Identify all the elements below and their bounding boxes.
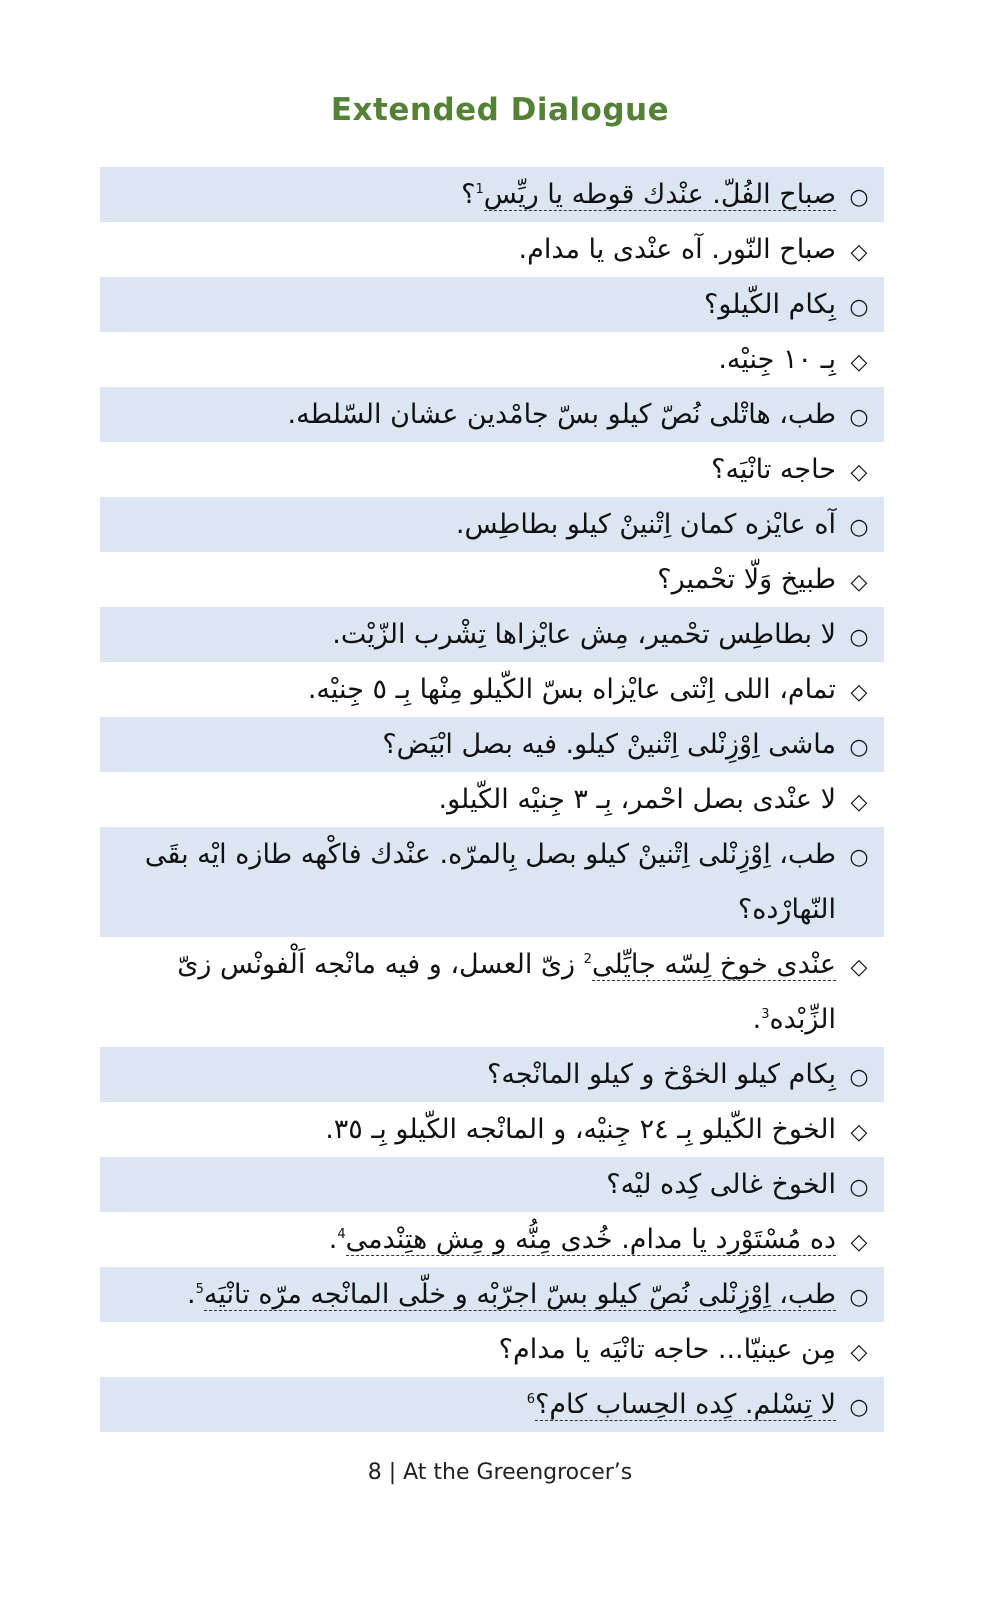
circle-bullet-icon: ○	[849, 515, 869, 540]
diamond-bullet-icon: ◇	[850, 955, 868, 980]
dialogue-line-customer	[100, 167, 884, 222]
dialogue-text: طب، هاتْلى نُصّ كيلو بسّ جامْدين عشان السّلطه.	[287, 399, 836, 430]
dialogue-line-customer	[100, 277, 884, 332]
dialogue-text: مِن عينيّا... حاجه تانْيَه يا مدام؟	[498, 1334, 836, 1365]
dialogue-text: صباح النّور. آه عنْدى يا مدام.	[518, 234, 836, 265]
dialogue-line-vendor	[100, 442, 884, 497]
diamond-bullet-icon: ◇	[850, 570, 868, 595]
circle-bullet-icon: ○	[849, 1065, 869, 1090]
dialogue-text: بِـ ١٠ جِنيْه.	[718, 344, 836, 375]
dialogue-text: آه عايْزه كمان اِتْنينْ كيلو بطاطِس.	[455, 509, 836, 540]
diamond-bullet-icon: ◇	[850, 1340, 868, 1365]
dialogue-text: لا عنْدى بصل احْمر، بِـ ٣ جِنيْه الكّيلو.	[438, 784, 836, 815]
diamond-bullet-icon: ◇	[850, 680, 868, 705]
footnote-marker[interactable]: 3	[761, 1007, 770, 1022]
diamond-bullet-icon: ◇	[850, 1230, 868, 1255]
dialogue-line-vendor	[100, 1102, 884, 1157]
dialogue-text: حاجه تانْيَه؟	[711, 454, 836, 485]
dialogue-text: لا تِسْلم. كِده الحِساب كام؟$^6$	[526, 1389, 836, 1420]
footnote-marker[interactable]: 4	[337, 1227, 346, 1242]
dialogue-line-customer	[100, 1267, 884, 1322]
dialogue-text: بِكام الكّيلو؟	[704, 289, 836, 320]
circle-bullet-icon: ○	[849, 1175, 869, 1200]
footnote-marker[interactable]: 2	[583, 952, 592, 967]
dialogue-list	[100, 167, 884, 1432]
circle-bullet-icon: ○	[849, 1285, 869, 1310]
dialogue-text: ده مُسْتَوْرد يا مدام. خُدى مِنُّه و مِش هتِنْدمى$^4$.	[328, 1224, 836, 1255]
diamond-bullet-icon: ◇	[850, 240, 868, 265]
dialogue-line-vendor	[100, 662, 884, 717]
dialogue-text: لا بطاطِس تحْمير، مِش عايْزاها تِشْرب الزّيْت.	[332, 619, 836, 650]
circle-bullet-icon: ○	[849, 625, 869, 650]
dialogue-text: الخوخ غالى كِده ليْه؟	[606, 1169, 836, 1200]
dialogue-text: عنْدى خوخ لِسّه جايِّلى$^2$ زىّ العسل، و فيه مانْجه اَلْفونْس زىّ الزِّبْده$^3$.	[177, 949, 836, 1035]
dialogue-line-customer	[100, 1377, 884, 1432]
footnote-marker[interactable]: 1	[475, 182, 484, 197]
dialogue-text: طب، اِوْزِنْلى اِتْنينْ كيلو بصل بِالمرّه. عنْدك فاكْهه طازه ايْه بقَى النّهارْده؟	[144, 839, 836, 925]
dialogue-line-customer	[100, 1157, 884, 1212]
dialogue-line-customer	[100, 827, 884, 937]
dialogue-line-vendor	[100, 222, 884, 277]
circle-bullet-icon: ○	[849, 185, 869, 210]
dialogue-text: طب، اِوْزِنْلى نُصّ كيلو بسّ اجرّبْه و خلّى المانْجه مرّه تانْيَه$^5$.	[187, 1279, 836, 1310]
dialogue-line-vendor	[100, 1212, 884, 1267]
dialogue-line-customer	[100, 1047, 884, 1102]
dialogue-line-vendor	[100, 332, 884, 387]
dialogue-text: الخوخ الكّيلو بِـ ٢٤ جِنيْه، و المانْجه الكّيلو بِـ ٣٥.	[325, 1114, 836, 1145]
dialogue-line-customer	[100, 717, 884, 772]
diamond-bullet-icon: ◇	[850, 1120, 868, 1145]
dialogue-line-vendor	[100, 772, 884, 827]
dialogue-text: طبيخ وَلّا تحْمير؟	[657, 564, 836, 595]
dialogue-line-customer	[100, 387, 884, 442]
dialogue-line-customer	[100, 607, 884, 662]
footnote-marker[interactable]: 5	[195, 1282, 204, 1297]
footnote-marker[interactable]: 6	[526, 1392, 535, 1407]
circle-bullet-icon: ○	[849, 1395, 869, 1420]
circle-bullet-icon: ○	[849, 735, 869, 760]
dialogue-line-vendor	[100, 1322, 884, 1377]
diamond-bullet-icon: ◇	[850, 460, 868, 485]
circle-bullet-icon: ○	[849, 845, 869, 870]
page-footer: 8 | At the Greengrocer’s	[367, 1460, 633, 1485]
page-title: Extended Dialogue	[330, 92, 670, 128]
dialogue-text: بِكام كيلو الخوْخ و كيلو المانْجه؟	[487, 1059, 836, 1090]
dialogue-line-vendor	[100, 937, 884, 1047]
dialogue-line-customer	[100, 497, 884, 552]
circle-bullet-icon: ○	[849, 405, 869, 430]
diamond-bullet-icon: ◇	[850, 790, 868, 815]
dialogue-text: ماشى اِوْزِنْلى اِتْنينْ كيلو. فيه بصل ابْيَض؟	[382, 729, 836, 760]
dialogue-text: صباح الفُلّ. عنْدك قوطه يا ريِّس$^1$؟	[461, 179, 836, 210]
dialogue-line-vendor	[100, 552, 884, 607]
diamond-bullet-icon: ◇	[850, 350, 868, 375]
dialogue-text: تمام، اللى اِنْتى عايْزاه بسّ الكّيلو مِنْها بِـ ٥ جِنيْه.	[307, 674, 836, 705]
circle-bullet-icon: ○	[849, 295, 869, 320]
